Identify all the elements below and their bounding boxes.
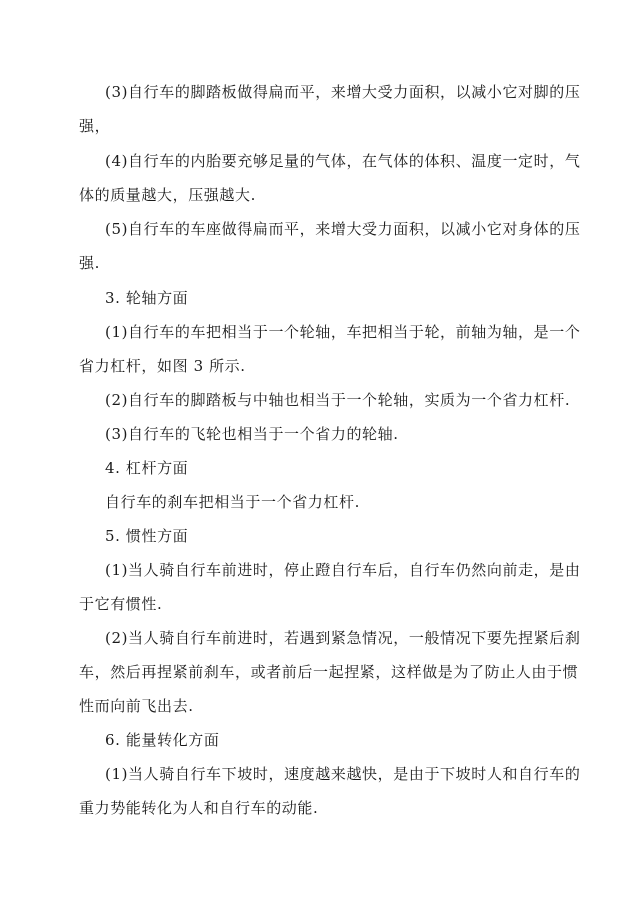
paragraph-line: (2)自行车的脚踏板与中轴也相当于一个轮轴，实质为一个省力杠杆. (105, 391, 571, 409)
paragraph-line: (5)自行车的车座做得扁而平，来增大受力面积，以减小它对身体的压 (105, 220, 581, 238)
paragraph-line: 省力杠杆，如图 3 所示. (79, 357, 246, 375)
paragraph-line: (4)自行车的内胎要充够足量的气体，在气体的体积、温度一定时，气 (105, 152, 581, 170)
section-heading: 4. 杠杆方面 (105, 459, 189, 477)
paragraph-line: (3)自行车的飞轮也相当于一个省力的轮轴. (105, 425, 399, 443)
paragraph-line: 强， (79, 117, 111, 135)
paragraph-line: (1)当人骑自行车下坡时，速度越来越快，是由于下坡时人和自行车的 (105, 765, 581, 783)
paragraph-line: 自行车的刹车把相当于一个省力杠杆. (105, 493, 360, 511)
paragraph-line: 于它有惯性. (79, 595, 163, 613)
paragraph-line: 强. (79, 254, 100, 272)
paragraph-line: (3)自行车的脚踏板做得扁而平，来增大受力面积，以减小它对脚的压 (105, 83, 581, 101)
paragraph-line: (2)当人骑自行车前进时，若遇到紧急情况，一般情况下要先捏紧后刹 (105, 629, 581, 647)
paragraph-line: 体的质量越大，压强越大. (79, 186, 256, 204)
paragraph-line: (1)当人骑自行车前进时，停止蹬自行车后，自行车仍然向前走，是由 (105, 561, 581, 579)
paragraph-line: 性而向前飞出去. (79, 697, 194, 715)
section-heading: 6. 能量转化方面 (105, 731, 220, 749)
paragraph-line: 重力势能转化为人和自行车的动能. (79, 799, 319, 817)
section-heading: 3. 轮轴方面 (105, 289, 189, 307)
paragraph-line: 车，然后再捏紧前刹车，或者前后一起捏紧，这样做是为了防止人由于惯 (79, 663, 579, 681)
paragraph-line: (1)自行车的车把相当于一个轮轴，车把相当于轮，前轴为轴，是一个 (105, 323, 581, 341)
section-heading: 5. 惯性方面 (105, 527, 189, 545)
